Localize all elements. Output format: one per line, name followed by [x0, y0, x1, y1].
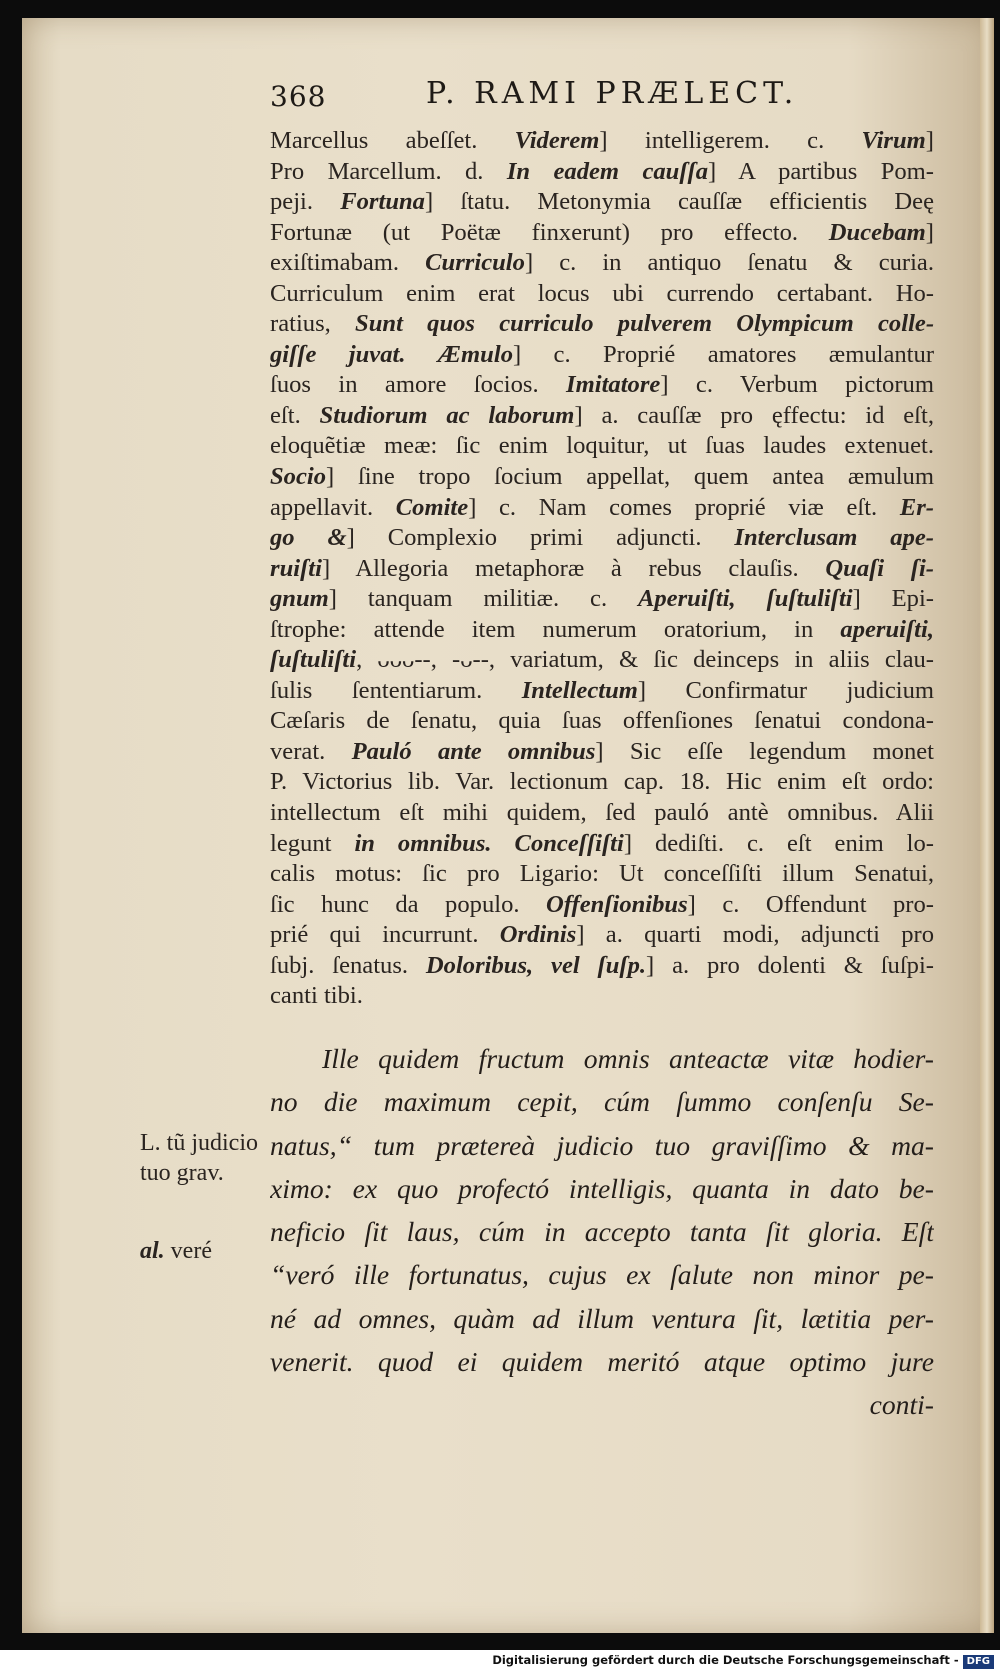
gloss-text: calis motus: ſic pro Ligario: Ut conceſſiſti illum Senatui, — [270, 860, 934, 888]
lemma: Doloribus, vel ſuſp. — [425, 951, 647, 979]
gloss-text: ] — [925, 127, 934, 154]
margin-note-alternate — [140, 1236, 212, 1266]
gloss-text: eſt. — [270, 401, 320, 429]
commentary-line — [270, 920, 934, 951]
gloss-text: exiſtimabam. — [270, 249, 426, 277]
gloss-text — [492, 830, 515, 857]
gloss-text: Marcellus abeſſet. — [270, 127, 515, 154]
oration-line: né ad omnes, quàm ad illum ventura ſit, lætitia per- — [270, 1302, 934, 1334]
lemma: Er- — [899, 493, 934, 521]
gloss-text: ] Confirmatur judicium — [637, 676, 934, 704]
commentary-block — [270, 126, 934, 1012]
footer-text: Digitalisierung gefördert durch die Deutsche Forschungsgemeinschaft - — [492, 1653, 959, 1667]
commentary-line — [270, 523, 934, 554]
gloss-text: ] Complexio primi adjuncti. — [346, 524, 735, 552]
commentary-line — [270, 645, 934, 676]
commentary-line — [270, 157, 934, 188]
gloss-text: ſulis ſententiarum. — [270, 676, 522, 704]
gloss-text: legunt — [270, 829, 355, 857]
gloss-text: ] Epi- — [852, 585, 934, 613]
oration-line: conti- — [869, 1389, 934, 1421]
commentary-line — [270, 279, 934, 310]
oration-line: no die maximum cepit, cúm ſummo conſenſu Se- — [270, 1086, 934, 1118]
gloss-text: ] ſtatu. Metonymia cauſſæ efficientis Deę — [424, 188, 934, 216]
gloss-text: ſubj. ſenatus. — [270, 951, 426, 979]
lemma: Curriculo — [425, 249, 525, 277]
commentary-line — [270, 340, 934, 371]
gloss-text: Fortunæ (ut Poëtæ finxerunt) pro effecto. — [270, 218, 829, 246]
lemma: Pauló ante omnibus — [351, 737, 596, 765]
gloss-text: P. Victorius lib. Var. lectionum cap. 18. Hic enim eſt ordo: — [270, 768, 934, 796]
gloss-text: intellectum eſt mihi quidem, ſed pauló antè omnibus. Alii — [270, 799, 934, 827]
gloss-text: ] c. Nam comes proprié viæ eſt. — [468, 493, 900, 521]
gloss-text: ] c. in antiquo ſenatu & curia. — [524, 249, 934, 277]
oration-line: natus,“ tum prætereà judicio tuo graviſſimo & ma- — [270, 1129, 934, 1161]
lemma: Virum — [861, 127, 926, 154]
lemma: Sunt quos curriculo pulverem Olympicum colle- — [355, 310, 934, 338]
commentary-line — [270, 706, 934, 737]
gloss-text: , ᴗᴗᴗ--, -ᴗ--, variatum, & ſic deinceps in aliis clau- — [356, 646, 934, 674]
gloss-text — [405, 341, 437, 368]
commentary-line — [270, 584, 934, 615]
gloss-text: ] tanquam militiæ. c. — [328, 585, 638, 613]
commentary-line — [270, 829, 934, 860]
margin-note-text: veré — [164, 1238, 212, 1264]
gloss-text: ] intelligerem. c. — [599, 127, 862, 154]
oration-line: neficio ſit laus, cúm in accepto tanta ſit gloria. Eſt — [270, 1216, 934, 1248]
lemma: Comite — [395, 493, 469, 521]
commentary-line — [270, 370, 934, 401]
lemma: in omnibus. — [354, 829, 492, 857]
lemma: Studiorum ac laborum — [319, 401, 575, 429]
gloss-text: ] a. cauſſæ pro ęffectu: id eſt, — [574, 401, 934, 429]
oration-line: “veró ille fortunatus, cujus ex ſalute non minor pe- — [270, 1259, 934, 1291]
commentary-line — [270, 798, 934, 829]
commentary-line — [270, 248, 934, 279]
gloss-text: prié qui incurrunt. — [270, 921, 500, 949]
commentary-line — [270, 615, 934, 646]
lemma: go & — [270, 524, 347, 552]
lemma: Fortuna — [340, 188, 425, 216]
commentary-line — [270, 462, 934, 493]
commentary-line — [270, 309, 934, 340]
lemma: giſſe juvat. — [270, 340, 406, 368]
gloss-text: verat. — [270, 737, 352, 765]
lemma: Imitatore — [566, 371, 661, 399]
lemma: ruiſti — [270, 554, 322, 582]
lemma: Ordinis — [499, 921, 577, 949]
gloss-text: ſic hunc da populo. — [270, 890, 546, 918]
gloss-text: peji. — [270, 188, 341, 216]
gloss-text: ] c. Verbum pictorum — [660, 371, 934, 399]
gloss-text: ] c. Proprié amatores æmulantur — [513, 340, 934, 368]
lemma: Æmulo — [437, 340, 513, 368]
lemma: Interclusam ape- — [734, 524, 934, 552]
dfg-logo: DFG — [963, 1655, 994, 1669]
commentary-line — [270, 218, 934, 249]
gloss-text: canti tibi. — [270, 982, 363, 1010]
margin-note-variant-reading — [140, 1128, 258, 1188]
oration-text-block — [270, 1037, 934, 1427]
lemma: Intellectum — [521, 676, 638, 704]
gloss-text: ratius, — [270, 310, 356, 338]
gloss-text: ] a. pro dolenti & ſuſpi- — [646, 951, 934, 979]
commentary-line — [270, 737, 934, 768]
gloss-text: Curriculum enim erat locus ubi currendo certabant. Ho- — [270, 279, 934, 307]
commentary-line — [270, 859, 934, 890]
gloss-text: ] ſine tropo ſocium appellat, quem antea æmulum — [326, 463, 934, 491]
lemma: Viderem — [514, 127, 600, 154]
oration-line: Ille quidem fructum omnis anteactæ vitæ hodier- — [322, 1043, 934, 1074]
lemma: Quaſi ſi- — [825, 554, 934, 582]
page-header — [270, 76, 870, 116]
lemma: In eadem cauſſa — [506, 157, 709, 185]
commentary-line — [270, 981, 934, 1012]
lemma: Conceſſiſti — [514, 829, 624, 857]
commentary-line — [270, 493, 934, 524]
gloss-text: ] Allegoria metaphoræ à rebus clauſis. — [321, 554, 826, 582]
commentary-line — [270, 890, 934, 921]
gloss-text: ] dediſti. c. eſt enim lo- — [623, 829, 934, 857]
margin-note-line: tuo grav. — [140, 1160, 224, 1186]
gloss-text: ſuos in amore ſocios. — [270, 371, 567, 399]
gloss-text: ſtrophe: attende item numerum oratorium, in — [270, 615, 841, 643]
oration-line: venerit. quod ei quidem meritó atque optimo jure — [270, 1346, 934, 1378]
gloss-text: ] c. Offendunt pro- — [687, 890, 934, 918]
commentary-line — [270, 401, 934, 432]
commentary-line — [270, 951, 934, 982]
commentary-line — [270, 676, 934, 707]
lemma: ſuſtuliſti — [270, 646, 357, 674]
lemma: Ducebam — [828, 218, 926, 246]
oration-line: ximo: ex quo profectó intelligis, quanta in dato be- — [270, 1172, 934, 1204]
lemma: Aperuiſti, ſuſtuliſti — [637, 585, 853, 613]
lemma: aperuiſti, — [840, 615, 934, 643]
gloss-text: Cæſaris de ſenatu, quia ſuas offenſiones ſenatui condona- — [270, 707, 934, 735]
gloss-text: Pro Marcellum. d. — [270, 157, 507, 185]
lemma: Socio — [270, 463, 327, 491]
gloss-text: appellavit. — [270, 493, 396, 521]
commentary-line — [270, 126, 934, 157]
gloss-text: ] — [925, 218, 934, 246]
page-number: 368 — [270, 80, 327, 113]
footer-credit — [492, 1653, 994, 1669]
page-edge — [980, 18, 994, 1633]
running-head: P. RAMI PRÆLECT. — [426, 76, 799, 111]
commentary-line — [270, 767, 934, 798]
margin-note-line: L. tũ judicio — [140, 1130, 258, 1156]
gloss-text: eloquẽtiæ meæ: ſic enim loquitur, ut ſuas laudes extenuet. — [270, 432, 934, 460]
lemma: Offenſionibus — [546, 890, 688, 918]
gloss-text: ] a. quarti modi, adjuncti pro — [576, 921, 934, 949]
commentary-line — [270, 431, 934, 462]
commentary-line — [270, 187, 934, 218]
commentary-line — [270, 554, 934, 585]
gloss-text: ] Sic eſſe legendum monet — [595, 737, 934, 765]
lemma: gnum — [270, 585, 329, 613]
margin-note-abbr: al. — [140, 1238, 165, 1264]
gloss-text: ] A partibus Pom- — [708, 157, 934, 185]
